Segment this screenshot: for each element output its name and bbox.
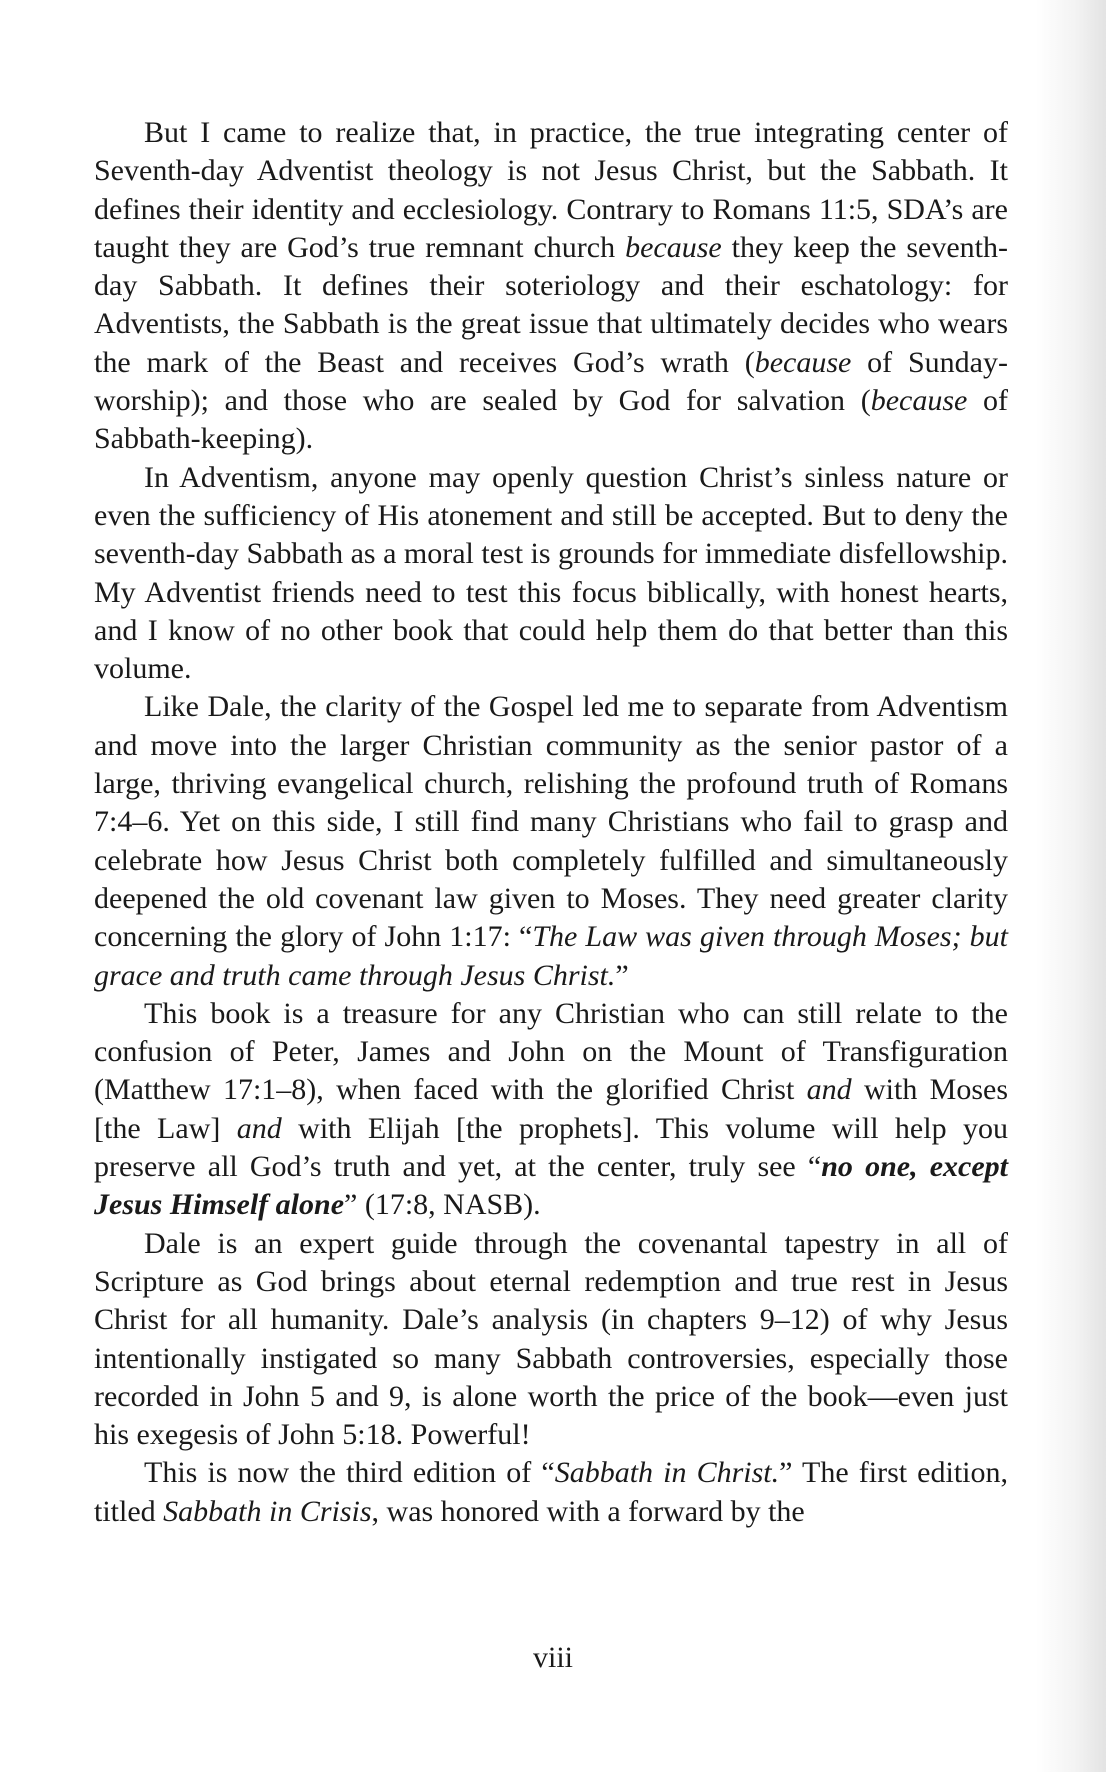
paragraph-4-run: This book is a treasure for any Christian who can still relate to the confusion of Peter, James and John on the Mount of Transfiguration (Matthew 17:1–8), when faced with the glorified Christ — [94, 996, 1008, 1107]
paragraph-4 — [94, 995, 1008, 1225]
paragraph-6-run: This is now the third edition of “ — [144, 1456, 555, 1490]
paragraph-1 — [94, 114, 1008, 459]
page-number: viii — [532, 1641, 573, 1674]
paragraph-4-scripture-quote: no one, except Jesus Himself alone — [94, 1150, 1009, 1222]
paragraph-6-run: ” The first edition, titled — [94, 1456, 1009, 1528]
paragraph-5 — [94, 1225, 1008, 1455]
paragraph-4-emphasis: and — [236, 1111, 282, 1145]
paragraph-4-run: with Elijah [the prophets]. This volume will help you preserve all God’s truth and yet, at the center, truly see “ — [94, 1111, 1008, 1184]
page-edge-shadow — [1036, 0, 1106, 1772]
paragraph-1-emphasis: because — [754, 345, 852, 379]
paragraph-6-book-title: Sabbath in Christ. — [554, 1456, 780, 1490]
paragraph-6 — [94, 1454, 1008, 1531]
paragraph-6-run: , was honored with a forward by the — [371, 1494, 805, 1528]
page-body — [94, 114, 1008, 1531]
paragraph-1-run: they keep the seventh-day Sabbath. It defines their soteriology and their eschatology: for Adventists, the Sabbath is the great issue that ultimately decides who wears the mark of the Beast and receives God’s wrath ( — [94, 230, 1009, 379]
paragraph-1-run: of Sunday-worship); and those who are sealed by God for salvation ( — [94, 345, 1008, 418]
paragraph-1-run: But I came to realize that, in practice, the true integrating center of Seventh-day Adventist theology is not Jesus Christ, but the Sabbath. It defines their identity and ecclesiology. Contrary to Romans 11:5, SDA’s are taught they are God’s true remnant church — [94, 116, 1008, 264]
paragraph-3-run: ” — [615, 958, 629, 992]
paragraph-1-emphasis: because — [870, 384, 968, 418]
paragraph-2 — [94, 459, 1008, 689]
paragraph-5-run: Dale is an expert guide through the covenantal tapestry in all of Scripture as God brings about eternal redemption and true rest in Jesus Christ for all humanity. Dale’s analysis (in chapters 9–12) of why Jesus intentionally instigated so many Sabbath controversies, especially those recorded in John 5 and 9, is alone worth the price of the book—even just his exegesis of John 5:18. Powerful! — [94, 1226, 1008, 1452]
paragraph-1-emphasis: because — [625, 230, 722, 264]
paragraph-4-run: with Moses [the Law] — [94, 1073, 1008, 1145]
paragraph-2-run: In Adventism, anyone may openly question Christ’s sinless nature or even the sufficiency of His atonement and still be accepted. But to deny the seventh-day Sabbath as a moral test is grounds for immediate disfellowship. My Adventist friends need to test this focus biblically, with honest hearts, and I know of no other book that could help them do that better than this volume. — [94, 460, 1008, 686]
paragraph-4-emphasis: and — [806, 1073, 852, 1107]
paragraph-6-book-title: Sabbath in Crisis — [163, 1494, 372, 1528]
paragraph-3 — [94, 688, 1008, 994]
paragraph-3-run: Like Dale, the clarity of the Gospel led me to separate from Adventism and move into the larger Christian community as the senior pastor of a large, thriving evangelical church, relishing the profound truth of Romans 7:4–6. Yet on this side, I still find many Christians who fail to grasp and celebrate how Jesus Christ both completely fulfilled and simultaneously deepened the old covenant law given to Moses. They need greater clarity concerning the glory of John 1:17: “ — [94, 690, 1008, 954]
paragraph-4-run: ” (17:8, NASB). — [344, 1188, 541, 1222]
paragraph-3-scripture-quote: The Law was given through Moses; but grace and truth came through Jesus Christ. — [94, 920, 1008, 992]
paragraph-1-run: of Sabbath-keeping). — [94, 384, 1008, 456]
